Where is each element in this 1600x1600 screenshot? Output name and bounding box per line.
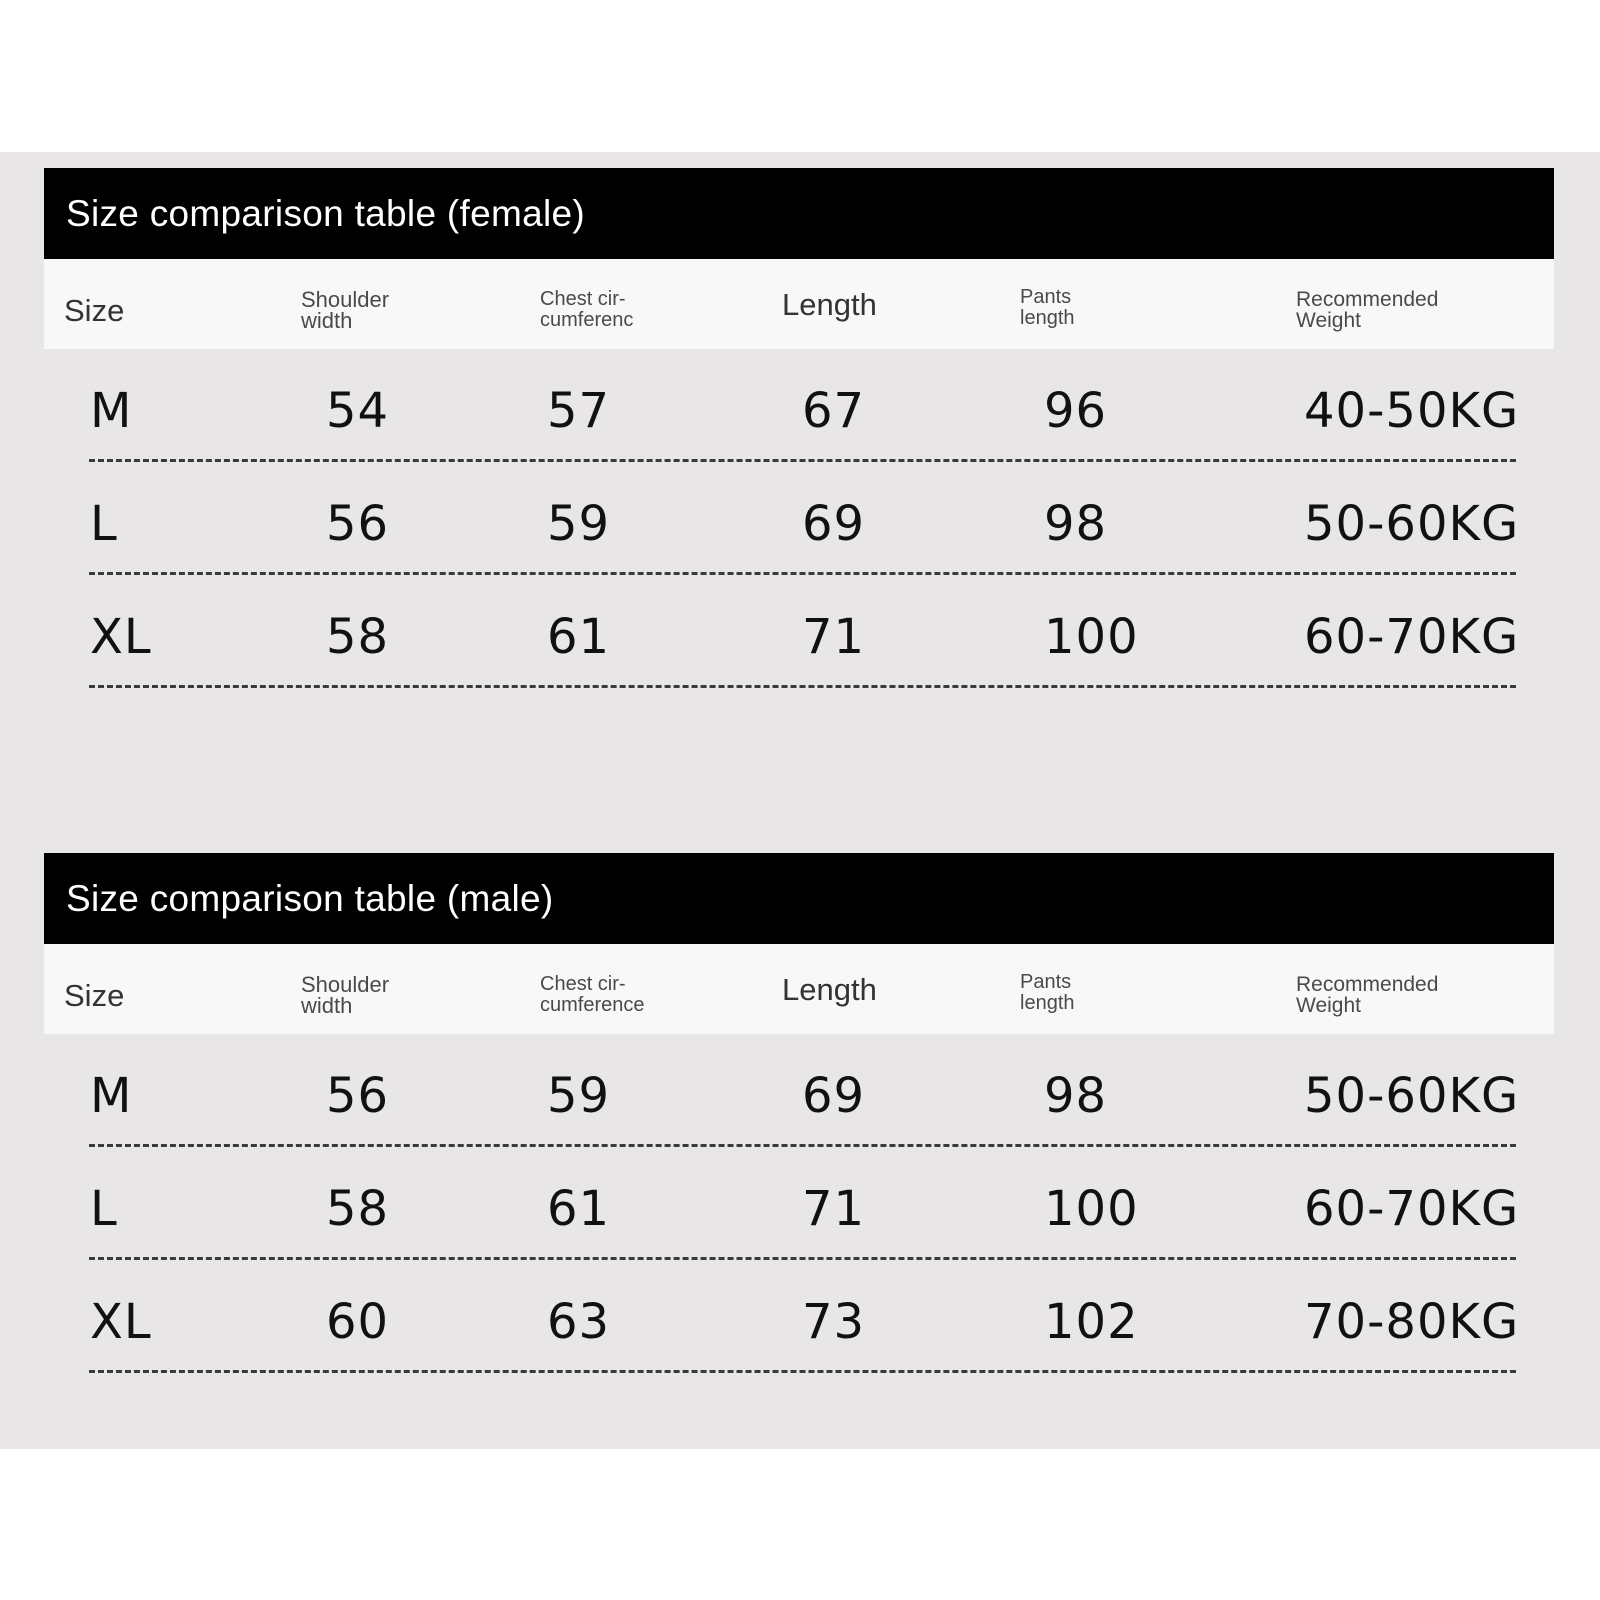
header-pants-line1: Pants xyxy=(1020,971,1072,993)
male-rows xyxy=(44,1034,1554,1373)
header-pants-line1: Pants xyxy=(1020,286,1072,308)
male-size-table xyxy=(44,853,1554,1373)
cell-chest: 59 xyxy=(547,1068,611,1124)
header-recommended-weight xyxy=(1296,289,1516,331)
cell-length: 69 xyxy=(802,1068,866,1124)
header-shoulder-width xyxy=(301,289,471,331)
header-length: Length xyxy=(782,287,877,322)
header-pants-line2: length xyxy=(1020,992,1075,1014)
header-chest-line1: Chest cir- xyxy=(540,973,626,995)
header-chest-circumference xyxy=(540,974,710,1016)
header-shoulder-line2: width xyxy=(301,993,353,1018)
header-length: Length xyxy=(782,972,877,1007)
cell-weight: 70-80KG xyxy=(1304,1294,1520,1350)
cell-size: L xyxy=(90,1181,118,1237)
cell-shoulder: 58 xyxy=(326,1181,390,1237)
cell-weight: 40-50KG xyxy=(1304,383,1520,439)
table-row xyxy=(44,1260,1554,1373)
cell-chest: 61 xyxy=(547,609,611,665)
cell-length: 71 xyxy=(802,609,866,665)
header-weight-line1: Recommended xyxy=(1296,973,1439,996)
header-shoulder-line1: Shoulder xyxy=(301,972,390,997)
header-chest-circumference xyxy=(540,289,710,331)
cell-chest: 57 xyxy=(547,383,611,439)
dashed-divider xyxy=(89,1370,1516,1373)
header-weight-line2: Weight xyxy=(1296,994,1361,1017)
cell-pants: 98 xyxy=(1044,496,1108,552)
header-pants-line2: length xyxy=(1020,307,1075,329)
male-header-row xyxy=(44,944,1554,1034)
cell-pants: 102 xyxy=(1044,1294,1139,1350)
cell-size: XL xyxy=(90,1294,152,1350)
cell-weight: 60-70KG xyxy=(1304,609,1520,665)
dashed-divider xyxy=(89,685,1516,688)
female-table-title: Size comparison table (female) xyxy=(44,168,1554,259)
table-row xyxy=(44,349,1554,462)
header-size: Size xyxy=(64,293,125,328)
cell-shoulder: 56 xyxy=(326,496,390,552)
header-pants-length xyxy=(1020,972,1190,1014)
cell-pants: 100 xyxy=(1044,609,1139,665)
cell-pants: 96 xyxy=(1044,383,1108,439)
female-rows xyxy=(44,349,1554,688)
header-shoulder-line1: Shoulder xyxy=(301,287,390,312)
cell-size: M xyxy=(90,383,133,439)
header-weight-line1: Recommended xyxy=(1296,288,1439,311)
table-row xyxy=(44,1034,1554,1147)
header-shoulder-width xyxy=(301,974,471,1016)
header-chest-line1: Chest cir- xyxy=(540,288,626,310)
cell-shoulder: 58 xyxy=(326,609,390,665)
cell-weight: 50-60KG xyxy=(1304,496,1520,552)
cell-weight: 60-70KG xyxy=(1304,1181,1520,1237)
cell-length: 67 xyxy=(802,383,866,439)
male-table-title: Size comparison table (male) xyxy=(44,853,1554,944)
cell-chest: 59 xyxy=(547,496,611,552)
cell-shoulder: 54 xyxy=(326,383,390,439)
cell-pants: 100 xyxy=(1044,1181,1139,1237)
cell-shoulder: 60 xyxy=(326,1294,390,1350)
cell-chest: 63 xyxy=(547,1294,611,1350)
header-chest-line2: cumferenc xyxy=(540,309,634,331)
header-weight-line2: Weight xyxy=(1296,309,1361,332)
cell-length: 69 xyxy=(802,496,866,552)
header-pants-length xyxy=(1020,287,1190,329)
female-size-table xyxy=(44,168,1554,688)
table-row xyxy=(44,575,1554,688)
table-row xyxy=(44,462,1554,575)
female-header-row xyxy=(44,259,1554,349)
cell-shoulder: 56 xyxy=(326,1068,390,1124)
cell-length: 71 xyxy=(802,1181,866,1237)
header-size: Size xyxy=(64,978,125,1013)
cell-chest: 61 xyxy=(547,1181,611,1237)
header-chest-line2: cumference xyxy=(540,994,645,1016)
cell-pants: 98 xyxy=(1044,1068,1108,1124)
table-row xyxy=(44,1147,1554,1260)
cell-size: M xyxy=(90,1068,133,1124)
cell-size: L xyxy=(90,496,118,552)
cell-weight: 50-60KG xyxy=(1304,1068,1520,1124)
header-recommended-weight xyxy=(1296,974,1516,1016)
header-shoulder-line2: width xyxy=(301,308,353,333)
cell-length: 73 xyxy=(802,1294,866,1350)
cell-size: XL xyxy=(90,609,152,665)
